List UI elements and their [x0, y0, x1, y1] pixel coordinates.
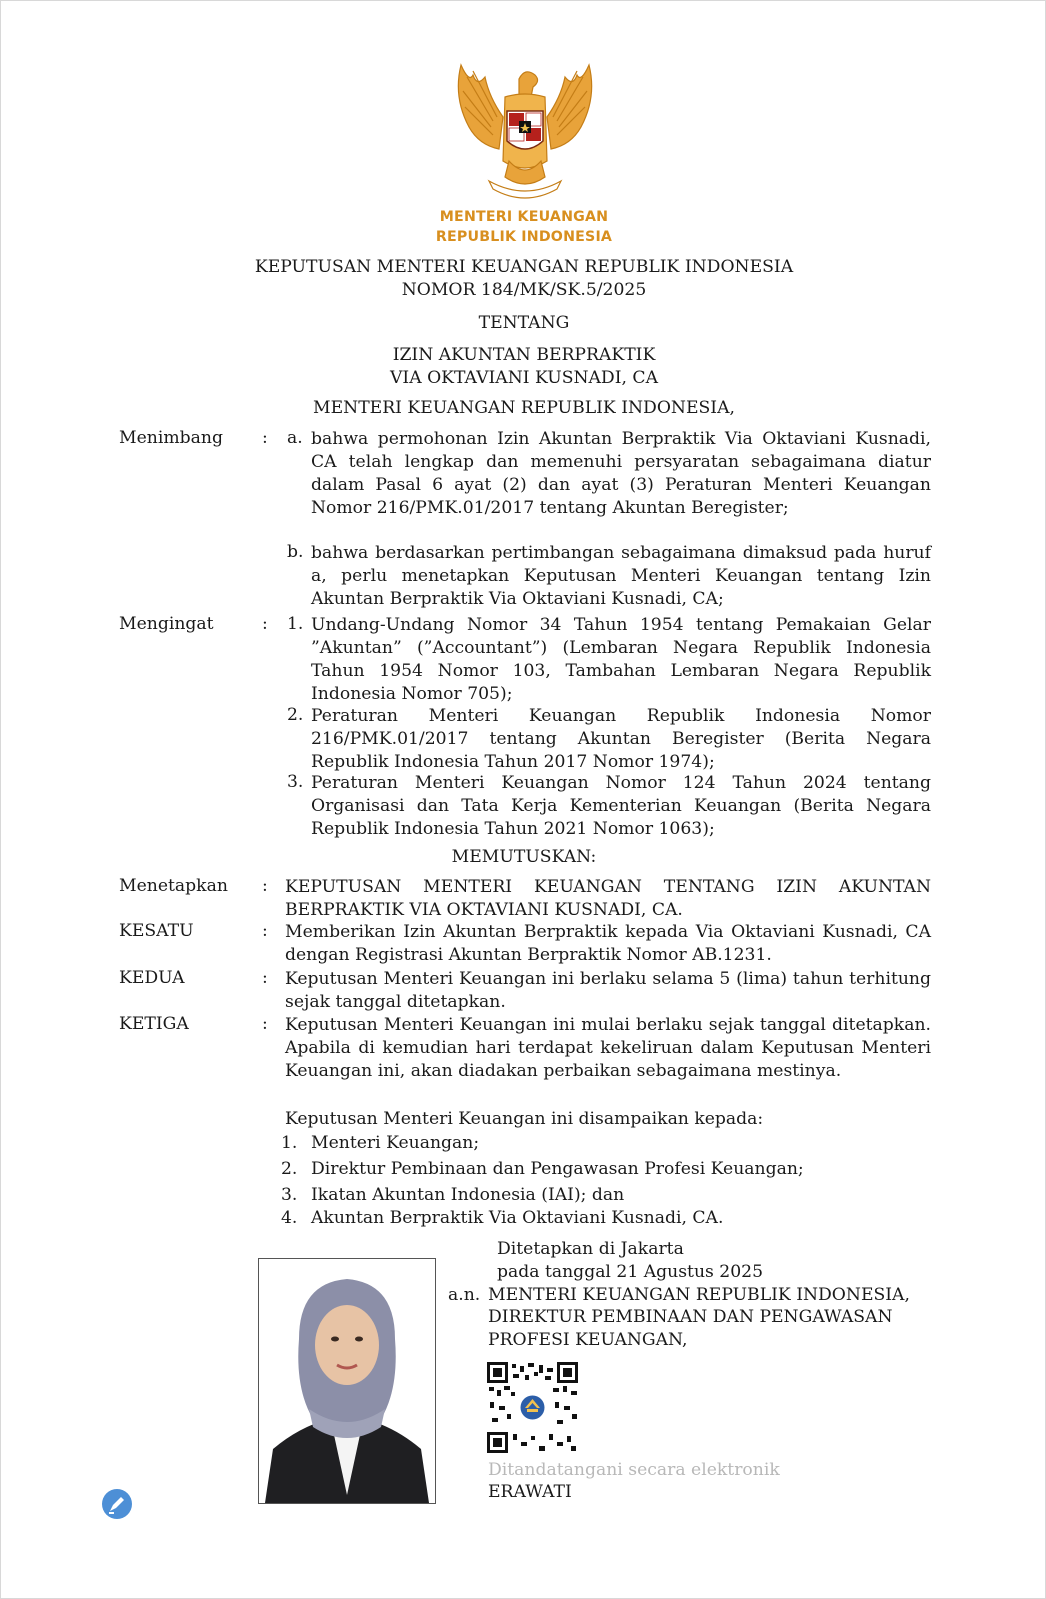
kesatu-label: KESATU: [119, 921, 194, 941]
list-marker: 3.: [287, 772, 304, 792]
ketiga-text: Keputusan Menteri Keuangan ini mulai berlaku sejak tanggal ditetapkan. Apabila di kemudian hari terdapat kekeliruan dalam Keputusan Menteri Keuangan ini, akan diadakan perbaikan sebagaimana mestinya.: [285, 1015, 931, 1081]
menetapkan-text: KEPUTUSAN MENTERI KEUANGAN TENTANG IZIN AKUNTAN BERPRAKTIK VIA OKTAVIANI KUSNADI, CA.: [285, 877, 931, 920]
distribution-item: Ikatan Akuntan Indonesia (IAI); dan: [311, 1185, 625, 1205]
list-marker: 1.: [287, 614, 304, 634]
sign-line2: DIREKTUR PEMBINAAN DAN PENGAWASAN: [488, 1307, 893, 1327]
sign-an: a.n.: [448, 1285, 481, 1305]
list-marker: 2.: [281, 1159, 298, 1179]
qr-code-icon: [487, 1362, 578, 1453]
mengingat-item-1: Undang-Undang Nomor 34 Tahun 1954 tentang Pemakaian Gelar ”Akuntan” (”Accountant”) (Lembaran Negara Republik Indonesia Tahun 1954 Nomor 103, Tambahan Lembaran Negara Republik Indonesia Nomor 705);: [311, 615, 931, 704]
decree-title: KEPUTUSAN MENTERI KEUANGAN REPUBLIK INDONESIA: [254, 257, 794, 277]
colon: :: [262, 968, 268, 988]
mengingat-label: Mengingat: [119, 614, 214, 634]
colon: :: [262, 1014, 268, 1034]
kedua-text: Keputusan Menteri Keuangan ini berlaku selama 5 (lima) tahun terhitung sejak tanggal ditetapkan.: [285, 969, 931, 1012]
tentang-heading: TENTANG: [478, 313, 570, 333]
menimbang-item-a: bahwa permohonan Izin Akuntan Berpraktik Via Oktaviani Kusnadi, CA telah lengkap dan memenuhi persyaratan sebagaimana diatur dalam Pasal 6 ayat (2) dan ayat (3) Peraturan Menteri Keuangan Nomor 216/PMK.01/2017 tentang Akuntan Beregister;: [311, 429, 931, 518]
esign-note: Ditandatangani secara elektronik: [488, 1460, 780, 1480]
menetapkan-label: Menetapkan: [119, 876, 228, 896]
ministry-name-line2: REPUBLIK INDONESIA: [435, 229, 613, 245]
menimbang-item-b: bahwa berdasarkan pertimbangan sebagaimana dimaksud pada huruf a, perlu menetapkan Keputusan Menteri Keuangan tentang Izin Akuntan Berpraktik Via Oktaviani Kusnadi, CA;: [311, 543, 931, 609]
list-marker: 4.: [281, 1208, 298, 1228]
kedua-label: KEDUA: [119, 968, 185, 988]
holder-photo: [258, 1258, 436, 1504]
sign-line1: MENTERI KEUANGAN REPUBLIK INDONESIA,: [488, 1285, 910, 1305]
person-photo-icon: [259, 1259, 435, 1503]
distribution-item: Menteri Keuangan;: [311, 1133, 480, 1153]
distribution-item: Akuntan Berpraktik Via Oktaviani Kusnadi, CA.: [311, 1208, 724, 1228]
decree-number: NOMOR 184/MK/SK.5/2025: [401, 280, 647, 300]
colon: :: [262, 876, 268, 896]
distribution-item: Direktur Pembinaan dan Pengawasan Profesi Keuangan;: [311, 1159, 804, 1179]
list-marker: b.: [287, 542, 304, 562]
ministry-name-line1: MENTERI KEUANGAN: [439, 209, 609, 225]
kesatu-text: Memberikan Izin Akuntan Berpraktik kepada Via Oktaviani Kusnadi, CA dengan Registrasi Akuntan Berpraktik Nomor AB.1231.: [285, 922, 931, 965]
sign-line3: PROFESI KEUANGAN,: [488, 1330, 688, 1350]
subject-line1: IZIN AKUNTAN BERPRAKTIK: [392, 345, 656, 365]
sign-date: pada tanggal 21 Agustus 2025: [497, 1262, 764, 1282]
list-marker: a.: [287, 428, 303, 448]
list-marker: 2.: [287, 705, 304, 725]
pen-signature-icon: [101, 1488, 133, 1520]
mengingat-item-3: Peraturan Menteri Keuangan Nomor 124 Tahun 2024 tentang Organisasi dan Tata Kerja Kementerian Keuangan (Berita Negara Republik Indonesia Tahun 2021 Nomor 1063);: [311, 773, 931, 839]
ketiga-label: KETIGA: [119, 1014, 189, 1034]
signer-name: ERAWATI: [488, 1482, 572, 1502]
distribution-intro: Keputusan Menteri Keuangan ini disampaikan kepada:: [285, 1109, 764, 1129]
issuer-heading: MENTERI KEUANGAN REPUBLIK INDONESIA,: [313, 398, 735, 418]
colon: :: [262, 614, 268, 634]
list-marker: 1.: [281, 1133, 298, 1153]
list-marker: 3.: [281, 1185, 298, 1205]
colon: :: [262, 428, 268, 448]
colon: :: [262, 921, 268, 941]
menimbang-label: Menimbang: [119, 428, 223, 448]
memutuskan-heading: MEMUTUSKAN:: [451, 847, 597, 867]
mengingat-item-2: Peraturan Menteri Keuangan Republik Indonesia Nomor 216/PMK.01/2017 tentang Akuntan Beregister (Berita Negara Republik Indonesia Tahun 2017 Nomor 1974);: [311, 706, 931, 772]
subject-line2: VIA OKTAVIANI KUSNADI, CA: [390, 368, 658, 388]
garuda-emblem-icon: [449, 57, 601, 205]
sign-place: Ditetapkan di Jakarta: [497, 1239, 684, 1259]
